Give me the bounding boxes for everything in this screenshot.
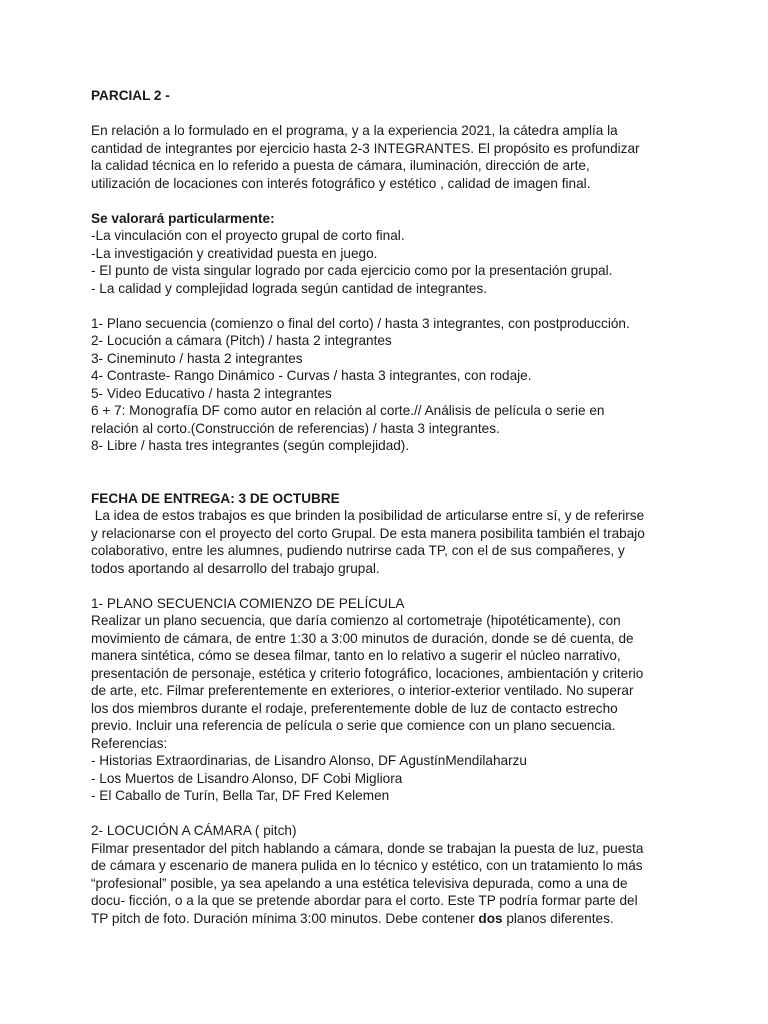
section-heading: 1- PLANO SECUENCIA COMIENZO DE PELÍCULA <box>91 595 405 611</box>
section-line: presentación de personaje, estética y criterio fotográfico, locaciones, ambientación y criterio <box>91 665 644 681</box>
section-line: de arte, etc. Filmar preferentemente en exteriores, o interior-exterior ventilado. No superar <box>91 683 634 698</box>
deadline-line: La idea de estos trabajos es que brinden la posibilidad de articularse entre sí, y de referirse <box>91 508 645 523</box>
exercise-item: 6 + 7: Monografía DF como autor en relación al corte.// Análisis de película o serie en <box>91 403 605 418</box>
spacer <box>91 192 691 210</box>
deadline-line: todos aportando al desarrollo del trabajo grupal. <box>91 560 380 576</box>
valuation-item: -La investigación y creatividad puesta en juego. <box>91 245 378 261</box>
deadline-section <box>91 490 691 578</box>
deadline-line: colaborativo, entre les alumnes, pudiendo nutrirse cada TP, con el de sus compañeres, y <box>91 543 625 558</box>
section-line: “profesional” posible, ya sea apelando a una estética televisiva depurada, como a una de <box>91 875 628 891</box>
section-line: movimiento de cámara, de entre 1:30 a 3:00 minutos de duración, donde se dé cuenta, de <box>91 630 634 646</box>
exercise-list <box>91 315 691 455</box>
references-label: Referencias: <box>91 735 168 751</box>
document-body <box>91 87 691 927</box>
section-line: los dos miembros durante el rodaje, preferentemente doble de luz de contacto estrecho <box>91 700 618 716</box>
spacer <box>91 297 691 315</box>
exercise-item: 5- Video Educativo / hasta 2 integrantes <box>91 385 332 401</box>
exercise-item: relación al corto.(Construcción de referencias) / hasta 3 integrantes. <box>91 420 500 436</box>
emphasis-text: dos <box>478 910 503 926</box>
valuation-item: - La calidad y complejidad lograda según cantidad de integrantes. <box>91 280 487 296</box>
document-title: PARCIAL 2 - <box>91 88 170 103</box>
section-locucion-camara <box>91 822 691 927</box>
valuation-item: - El punto de vista singular logrado por cada ejercicio como por la presentación grupal. <box>91 263 613 278</box>
section-line: Filmar presentador del pitch hablando a cámara, donde se trabajan la puesta de luz, puesta <box>91 840 644 856</box>
intro-line: utilización de locaciones con interés fotográfico y estético , calidad de imagen final. <box>91 175 591 191</box>
intro-line: En relación a lo formulado en el programa, y a la experiencia 2021, la cátedra amplía la <box>91 123 618 138</box>
intro-line: la calidad técnica en lo referido a puesta de cámara, iluminación, dirección de arte, <box>91 158 590 173</box>
section-plano-secuencia <box>91 595 691 805</box>
spacer <box>91 455 691 490</box>
section-line: manera sintética, cómo se desea filmar, tanto en lo relativo a sugerir el núcleo narrativo, <box>91 648 621 663</box>
exercise-item: 2- Locución a cámara (Pitch) / hasta 2 integrantes <box>91 333 392 348</box>
intro-paragraph <box>91 122 691 192</box>
section-line: docu- ficción, o a la que se pretende abordar para el corto. Este TP podría formar parte del <box>91 893 638 908</box>
spacer <box>91 105 691 123</box>
exercise-item: 4- Contraste- Rango Dinámico - Curvas / hasta 3 integrantes, con rodaje. <box>91 368 532 383</box>
reference-item: - El Caballo de Turín, Bella Tar, DF Fred Kelemen <box>91 788 390 803</box>
section-line <box>91 910 691 928</box>
exercise-item: 1- Plano secuencia (comienzo o final del corto) / hasta 3 integrantes, con postproducción. <box>91 315 630 331</box>
exercise-item: 3- Cineminuto / hasta 2 integrantes <box>91 350 303 366</box>
valuation-heading: Se valorará particularmente: <box>91 210 275 226</box>
section-line-text: planos diferentes. <box>502 910 614 926</box>
section-line: Realizar un plano secuencia, que daría comienzo al cortometraje (hipotéticamente), con <box>91 613 621 628</box>
section-heading: 2- LOCUCIÓN A CÁMARA ( pitch) <box>91 823 297 838</box>
section-line-text: TP pitch de foto. Duración mínima 3:00 minutos. Debe contener <box>91 910 479 926</box>
deadline-line: y relacionarse con el proyecto del corto Grupal. De esta manera posibilita también el trabajo <box>91 525 645 541</box>
valuation-section <box>91 210 691 298</box>
section-line: de cámara y escenario de manera pulida en lo técnico y estético, con un tratamiento lo más <box>91 858 643 873</box>
spacer <box>91 577 691 595</box>
deadline-heading: FECHA DE ENTREGA: 3 DE OCTUBRE <box>91 490 340 506</box>
reference-item: - Historias Extraordinarias, de Lisandro Alonso, DF AgustínMendilaharzu <box>91 753 527 768</box>
section-line: previo. Incluir una referencia de película o serie que comience con un plano secuencia. <box>91 718 616 733</box>
spacer <box>91 805 691 823</box>
exercise-item: 8- Libre / hasta tres integrantes (según complejidad). <box>91 438 410 453</box>
reference-item: - Los Muertos de Lisandro Alonso, DF Cobi Migliora <box>91 770 403 786</box>
intro-line: cantidad de integrantes por ejercicio hasta 2-3 INTEGRANTES. El propósito es profundizar <box>91 140 640 156</box>
valuation-item: -La vinculación con el proyecto grupal de corto final. <box>91 228 405 243</box>
